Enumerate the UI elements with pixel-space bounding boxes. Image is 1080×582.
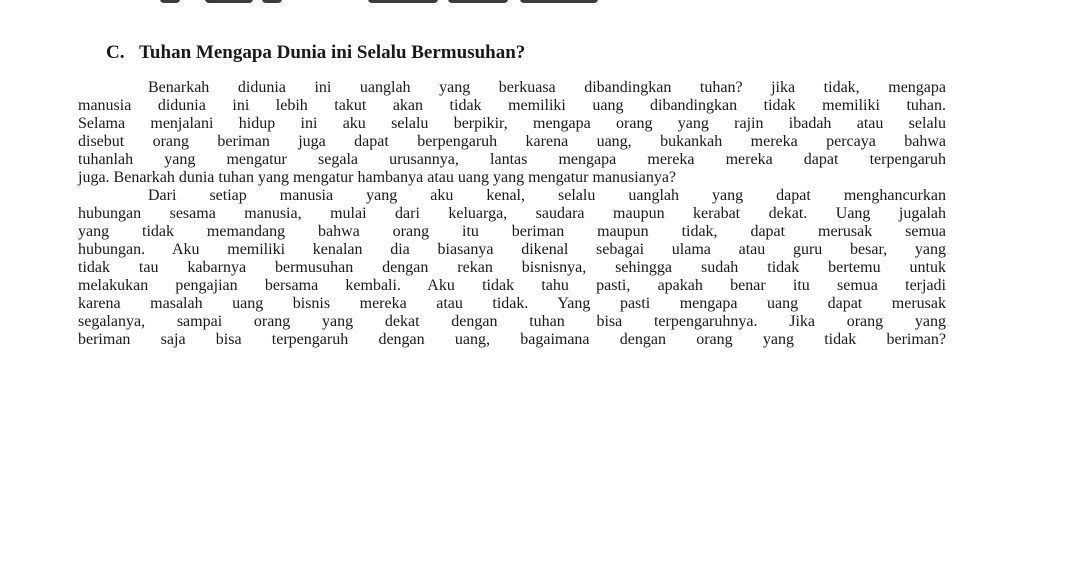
section-number: C. xyxy=(106,42,125,63)
paragraph-line: tidak tau kabarnya bermusuhan dengan rekan bisnisnya, sehingga sudah tidak bertemu untuk xyxy=(78,259,946,276)
paragraph-line: melakukan pengajian bersama kembali. Aku tidak tahu pasti, apakah benar itu semua terjadi xyxy=(78,277,946,294)
cut-off-previous-text xyxy=(0,0,1080,10)
section-title: Tuhan Mengapa Dunia ini Selalu Bermusuhan? xyxy=(139,42,526,63)
paragraph-line: beriman saja bisa terpengaruh dengan uang, bagaimana dengan orang yang tidak beriman? xyxy=(78,331,946,348)
paragraph-line: tuhanlah yang mengatur segala urusannya, lantas mengapa mereka mereka dapat terpengaruh xyxy=(78,151,946,168)
paragraph-line: yang tidak memandang bahwa orang itu beriman maupun tidak, dapat merusak semua xyxy=(78,223,946,240)
paragraph-line: hubungan sesama manusia, mulai dari keluarga, saudara maupun kerabat dekat. Uang jugalah xyxy=(78,205,946,222)
paragraph-line: juga. Benarkah dunia tuhan yang mengatur hambanya atau uang yang mengatur manusianya? xyxy=(78,169,677,186)
paragraph-line: Dari setiap manusia yang aku kenal, selalu uanglah yang dapat menghancurkan xyxy=(148,187,946,204)
paragraph-line: hubungan. Aku memiliki kenalan dia biasanya dikenal sebagai ulama atau guru besar, yang xyxy=(78,241,946,258)
paragraph-line: Selama menjalani hidup ini aku selalu berpikir, mengapa orang yang rajin ibadah atau selalu xyxy=(78,115,946,132)
section-heading xyxy=(106,38,946,68)
paragraph-line: manusia didunia ini lebih takut akan tidak memiliki uang dibandingkan tidak memiliki tuhan. xyxy=(78,97,946,114)
paragraph-2 xyxy=(78,187,946,349)
paragraph-line: Benarkah didunia ini uanglah yang berkuasa dibandingkan tuhan? jika tidak, mengapa xyxy=(148,79,946,96)
paragraph-1 xyxy=(78,79,946,187)
paragraph-line: disebut orang beriman juga dapat berpengaruh karena uang, bukankah mereka percaya bahwa xyxy=(78,133,946,150)
paragraph-line: segalanya, sampai orang yang dekat dengan tuhan bisa terpengaruhnya. Jika orang yang xyxy=(78,313,946,330)
paragraph-line: karena masalah uang bisnis mereka atau tidak. Yang pasti mengapa uang dapat merusak xyxy=(78,295,946,312)
document-page xyxy=(78,38,946,349)
